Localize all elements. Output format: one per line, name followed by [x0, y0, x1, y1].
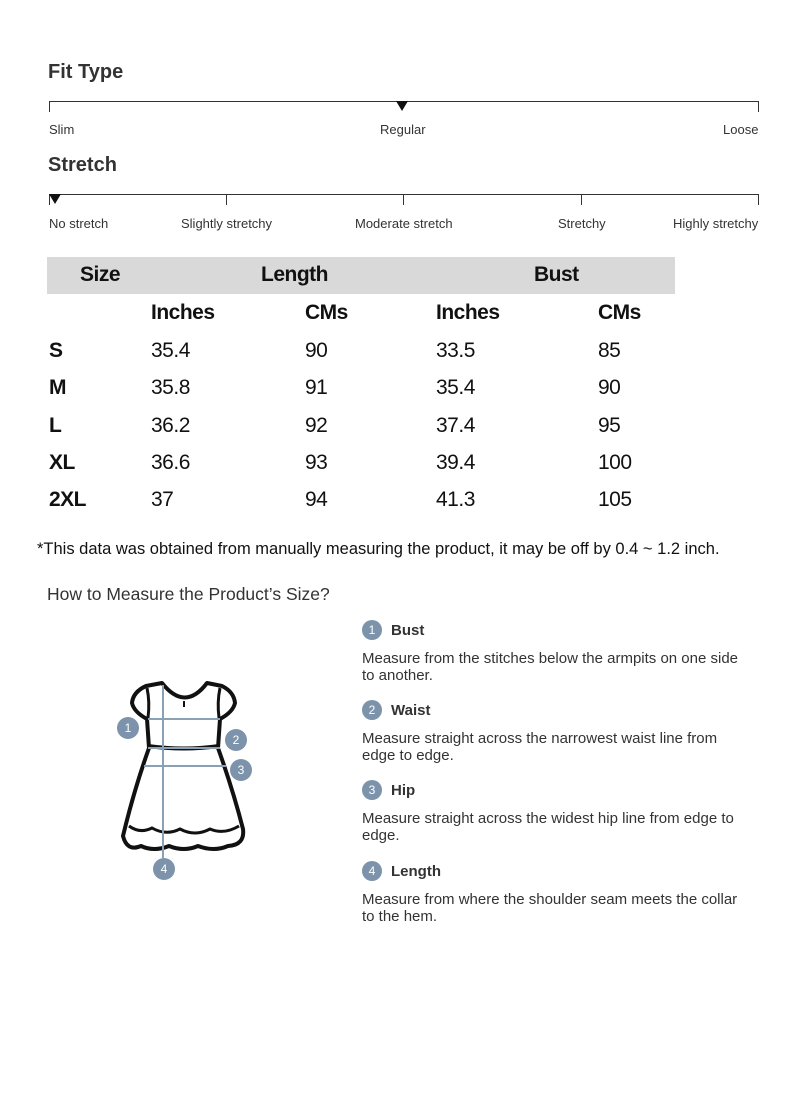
subheader-bust-cms: CMs	[598, 301, 641, 324]
svg-text:1: 1	[124, 721, 132, 735]
step-badge: 2	[362, 700, 382, 720]
header-size: Size	[80, 263, 121, 286]
svg-text:3: 3	[237, 763, 245, 777]
row-length-in: 36.6	[151, 451, 190, 474]
fit-type-title: Fit Type	[48, 61, 124, 83]
row-length-cm: 90	[305, 339, 328, 362]
row-bust-in: 33.5	[436, 339, 475, 362]
step-description: Measure straight across the widest hip line from edge to edge.	[362, 810, 734, 844]
row-size: M	[49, 376, 66, 399]
step-description: Measure from where the shoulder seam meets the collar to the hem.	[362, 891, 738, 925]
fit-label-slim: Slim	[49, 122, 75, 137]
row-length-cm: 91	[305, 376, 328, 399]
row-length-in: 37	[151, 488, 174, 511]
svg-text:4: 4	[160, 862, 168, 876]
step-badge: 3	[362, 780, 382, 800]
row-bust-in: 37.4	[436, 414, 475, 437]
diagram-badge-2	[225, 729, 247, 751]
row-bust-cm: 95	[598, 414, 621, 437]
step-description: Measure straight across the narrowest waist line from edge to edge.	[362, 730, 718, 764]
stretch-label-moderate: Moderate stretch	[355, 216, 453, 231]
row-size: XL	[49, 451, 75, 474]
row-bust-in: 41.3	[436, 488, 475, 511]
stretch-label-none: No stretch	[49, 216, 109, 231]
fit-label-loose: Loose	[723, 122, 759, 137]
diagram-badge-4	[153, 858, 175, 880]
row-length-cm: 94	[305, 488, 328, 511]
fit-type-marker	[396, 101, 408, 111]
how-to-measure-title: How to Measure the Product’s Size?	[47, 584, 330, 604]
subheader-bust-inches: Inches	[436, 301, 500, 324]
stretch-label-highly: Highly stretchy	[673, 216, 759, 231]
row-bust-cm: 105	[598, 488, 632, 511]
measurement-note: *This data was obtained from manually measuring the product, it may be off by 0.4 ~ 1.2 inch.	[37, 540, 720, 558]
header-bust: Bust	[534, 263, 579, 286]
row-size: S	[49, 339, 63, 362]
step-title: Length	[391, 863, 441, 880]
row-length-cm: 92	[305, 414, 328, 437]
step-description: Measure from the stitches below the armpits on one side to another.	[362, 650, 739, 684]
dress-diagram	[105, 670, 265, 885]
header-length: Length	[261, 263, 328, 286]
diagram-badge-3	[230, 759, 252, 781]
step-title: Bust	[391, 622, 425, 639]
row-length-in: 35.8	[151, 376, 190, 399]
step-badge: 1	[362, 620, 382, 640]
step-title: Hip	[391, 782, 416, 799]
row-bust-cm: 90	[598, 376, 621, 399]
stretch-label-slight: Slightly stretchy	[181, 216, 273, 231]
row-bust-cm: 85	[598, 339, 621, 362]
step-badge: 4	[362, 861, 382, 881]
row-bust-cm: 100	[598, 451, 632, 474]
subheader-length-cms: CMs	[305, 301, 348, 324]
step-title: Waist	[391, 702, 431, 719]
fit-label-regular: Regular	[380, 122, 426, 137]
table-header-band	[47, 257, 675, 294]
row-bust-in: 35.4	[436, 376, 475, 399]
subheader-length-inches: Inches	[151, 301, 215, 324]
svg-text:2: 2	[232, 733, 240, 747]
row-size: 2XL	[49, 488, 87, 511]
row-length-in: 35.4	[151, 339, 190, 362]
row-length-in: 36.2	[151, 414, 190, 437]
stretch-label-stretchy: Stretchy	[558, 216, 606, 231]
diagram-badge-1	[117, 717, 139, 739]
row-length-cm: 93	[305, 451, 328, 474]
stretch-title: Stretch	[48, 154, 117, 176]
stretch-marker	[49, 194, 61, 204]
row-size: L	[49, 414, 62, 437]
row-bust-in: 39.4	[436, 451, 475, 474]
